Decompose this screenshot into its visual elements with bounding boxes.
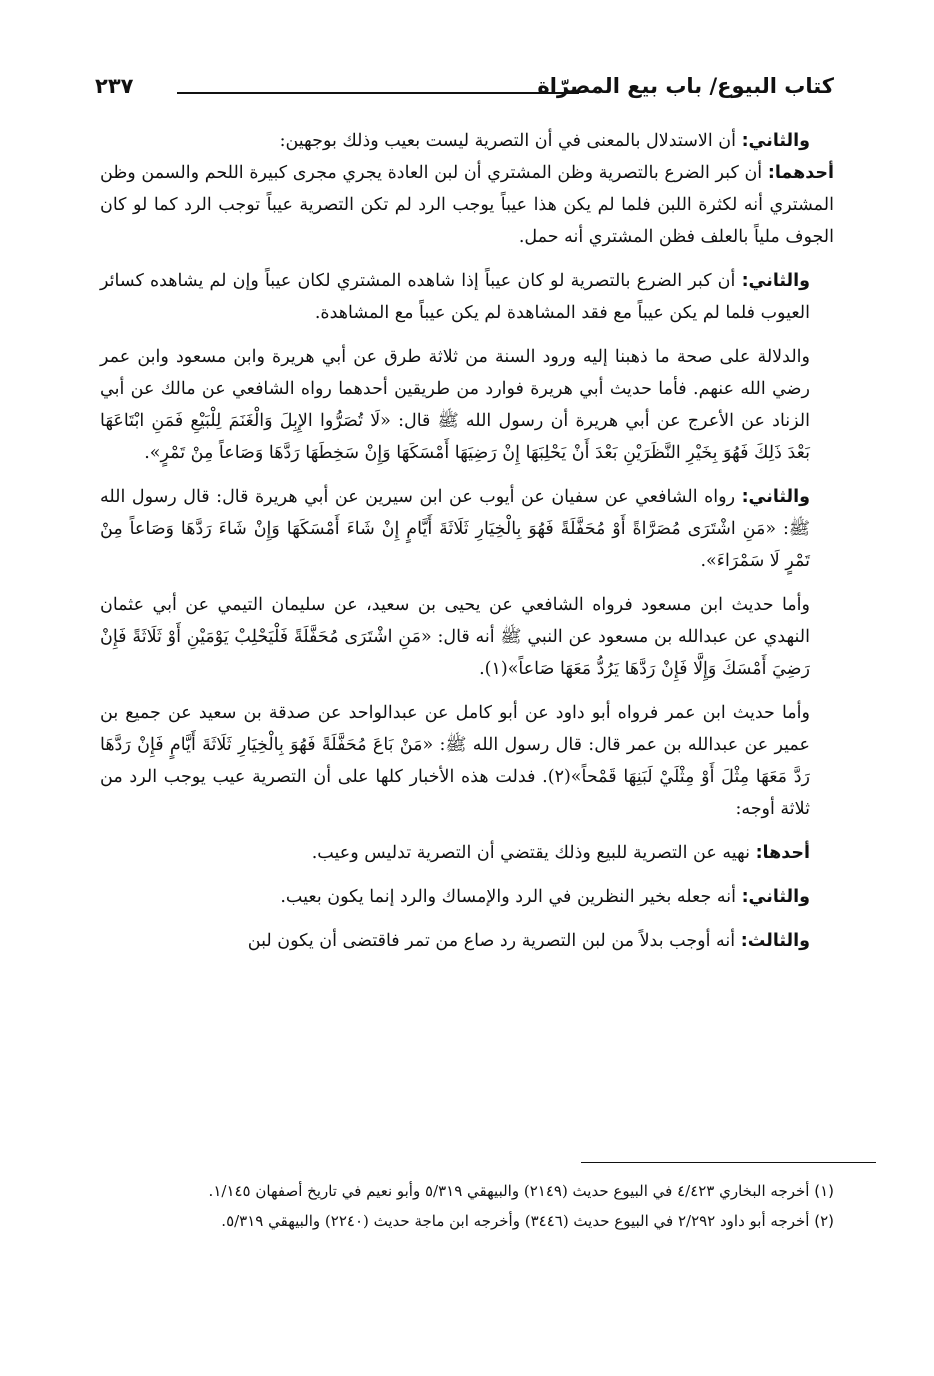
paragraph-label: والثاني: [741,131,810,151]
paragraph-label: والثاني: [741,487,810,507]
page-header [95,70,834,106]
paragraph-label: أحدهما: [767,163,834,183]
paragraph-text: أن الاستدلال بالمعنى في أن التصرية ليست بعيب وذلك بوجهين: [279,131,742,151]
footnote-rule [581,1162,876,1163]
paragraph [100,265,834,329]
footnote-text: أخرجه البخاري ٤/٤٢٣ في البيوع حديث (٢١٤٩) والبيهقي ٥/٣١٩ وأبو نعيم في تاريخ أصفهان ١/١٤٥. [208,1182,810,1200]
paragraph [100,589,834,685]
paragraph-text: نهيه عن التصرية للبيع وذلك يقتضي أن التصرية تدليس وعيب. [311,843,756,863]
paragraph-text: أن كبر الضرع بالتصرية وظن المشتري أن لبن العادة يجري مجرى كبيرة اللحم والسمن وظن المشتري أنه لكثرة اللبن فلما لم يكن هذا عيباً يوجب الرد لم تكن التصرية عيباً توجب الرد كما لو كان الجوف ملياً بالعلف فظن المشتري أنه حمل. [100,163,834,247]
header-rule [177,92,579,94]
paragraph-label: والثالث: [740,931,810,951]
footnote-number: (٢) [814,1212,834,1230]
main-text [100,125,834,969]
paragraph [100,481,834,577]
paragraph-text: رواه الشافعي عن سفيان عن أيوب عن ابن سيرين عن أبي هريرة قال: قال رسول الله ﷺ: «مَنِ اشْتَرَى مُصَرَّاةً أَوْ مُحَفَّلَةً فَهُوَ بِالْخِيَارِ ثَلَاثَةَ أَيَّامٍ إِنْ شَاءَ أَمْسَكَهَا وَإِنْ شَاءَ رَدَّهَا وَصَاعاً مِنْ تَمْرٍ لَا سَمْرَاءَ». [100,487,810,571]
paragraph [100,837,834,869]
footnote-number: (١) [814,1182,834,1200]
footnote-text: أخرجه أبو داود ٢/٢٩٢ في البيوع حديث (٣٤٤٦) وأخرجه ابن ماجة حديث (٢٢٤٠) والبيهقي ٥/٣١٩. [221,1212,810,1230]
paragraph-text: وأما حديث ابن مسعود فرواه الشافعي عن يحيى بن سعيد، عن سليمان التيمي عن أبي عثمان النهدي عن عبدالله بن مسعود عن النبي ﷺ أنه قال: «مَنِ اشْتَرَى مُحَفَّلَةً فَلْيَحْلِبْ يَوْمَيْنِ أَوْ ثَلَاثَةً فَإِنْ رَضِيَ أَمْسَكَ وَإِلَّا فَإِنْ رَدَّهَا يَرُدُّ مَعَهَا صَاعاً»(١). [100,595,810,679]
paragraph-text: أن كبر الضرع بالتصرية لو كان عيباً إذا شاهده المشتري لكان عيباً وإن لم يشاهده كسائر العيوب فلما لم يكن عيباً مع فقد المشاهدة لم يكن عيباً مع المشاهدة. [100,271,810,323]
footnote [95,1208,834,1234]
paragraph-label: والثاني: [741,887,810,907]
paragraph-label: والثاني: [741,271,810,291]
paragraph-label: أحدها: [755,843,810,863]
paragraph [100,125,834,157]
paragraph-text: والدلالة على صحة ما ذهبنا إليه ورود السنة من ثلاثة طرق عن أبي هريرة وابن مسعود وابن عمر رضي الله عنهم. فأما حديث أبي هريرة فوارد من طريقين أحدهما رواه الشافعي عن مالك عن أبي الزناد عن الأعرج عن أبي هريرة أن رسول الله ﷺ قال: «لَا تُصَرُّوا الإِبِلَ وَالْغَنَمَ لِلْبَيْعِ فَمَنِ ابْتَاعَهَا بَعْدَ ذَلِكَ فَهُوَ بِخَيْرِ النَّظَرَيْنِ بَعْدَ أَنْ يَحْلِبَهَا إِنْ رَضِيَهَا أَمْسَكَهَا وَإِنْ سَخِطَهَا رَدَّهَا وَصَاعاً مِنْ تَمْرٍ». [100,347,810,463]
paragraph [100,881,834,913]
paragraph [100,341,834,469]
footnote [95,1178,834,1204]
footnotes [95,1178,834,1238]
page-number: ٢٣٧ [95,74,134,98]
paragraph-text: أنه أوجب بدلاً من لبن التصرية رد صاع من تمر فاقتضى أن يكون لبن [247,931,741,951]
paragraph [100,697,834,825]
running-title: كتاب البيوع/ باب بيع المصرّاة [537,74,834,98]
paragraph [100,157,834,253]
paragraph-text: أنه جعله بخير النظرين في الرد والإمساك والرد إنما يكون بعيب. [280,887,742,907]
paragraph-text: وأما حديث ابن عمر فرواه أبو داود عن أبو كامل عن عبدالواحد عن صدقة بن سعيد عن جميع بن عمير عن عبدالله بن عمر قال: قال رسول الله ﷺ: «مَنْ بَاعَ مُحَفَّلَةً فَهُوَ بِالْخِيَارِ ثَلَاثَةَ أَيَّامٍ فَإِنْ رَدَّهَا رَدَّ مَعَهَا مِثْلَ أَوْ مِثْلَيْ لَبَنِهَا قَمْحاً»(٢). فدلت هذه الأخبار كلها على أن التصرية عيب يوجب الرد من ثلاثة أوجه: [100,703,810,819]
paragraph [100,925,834,957]
